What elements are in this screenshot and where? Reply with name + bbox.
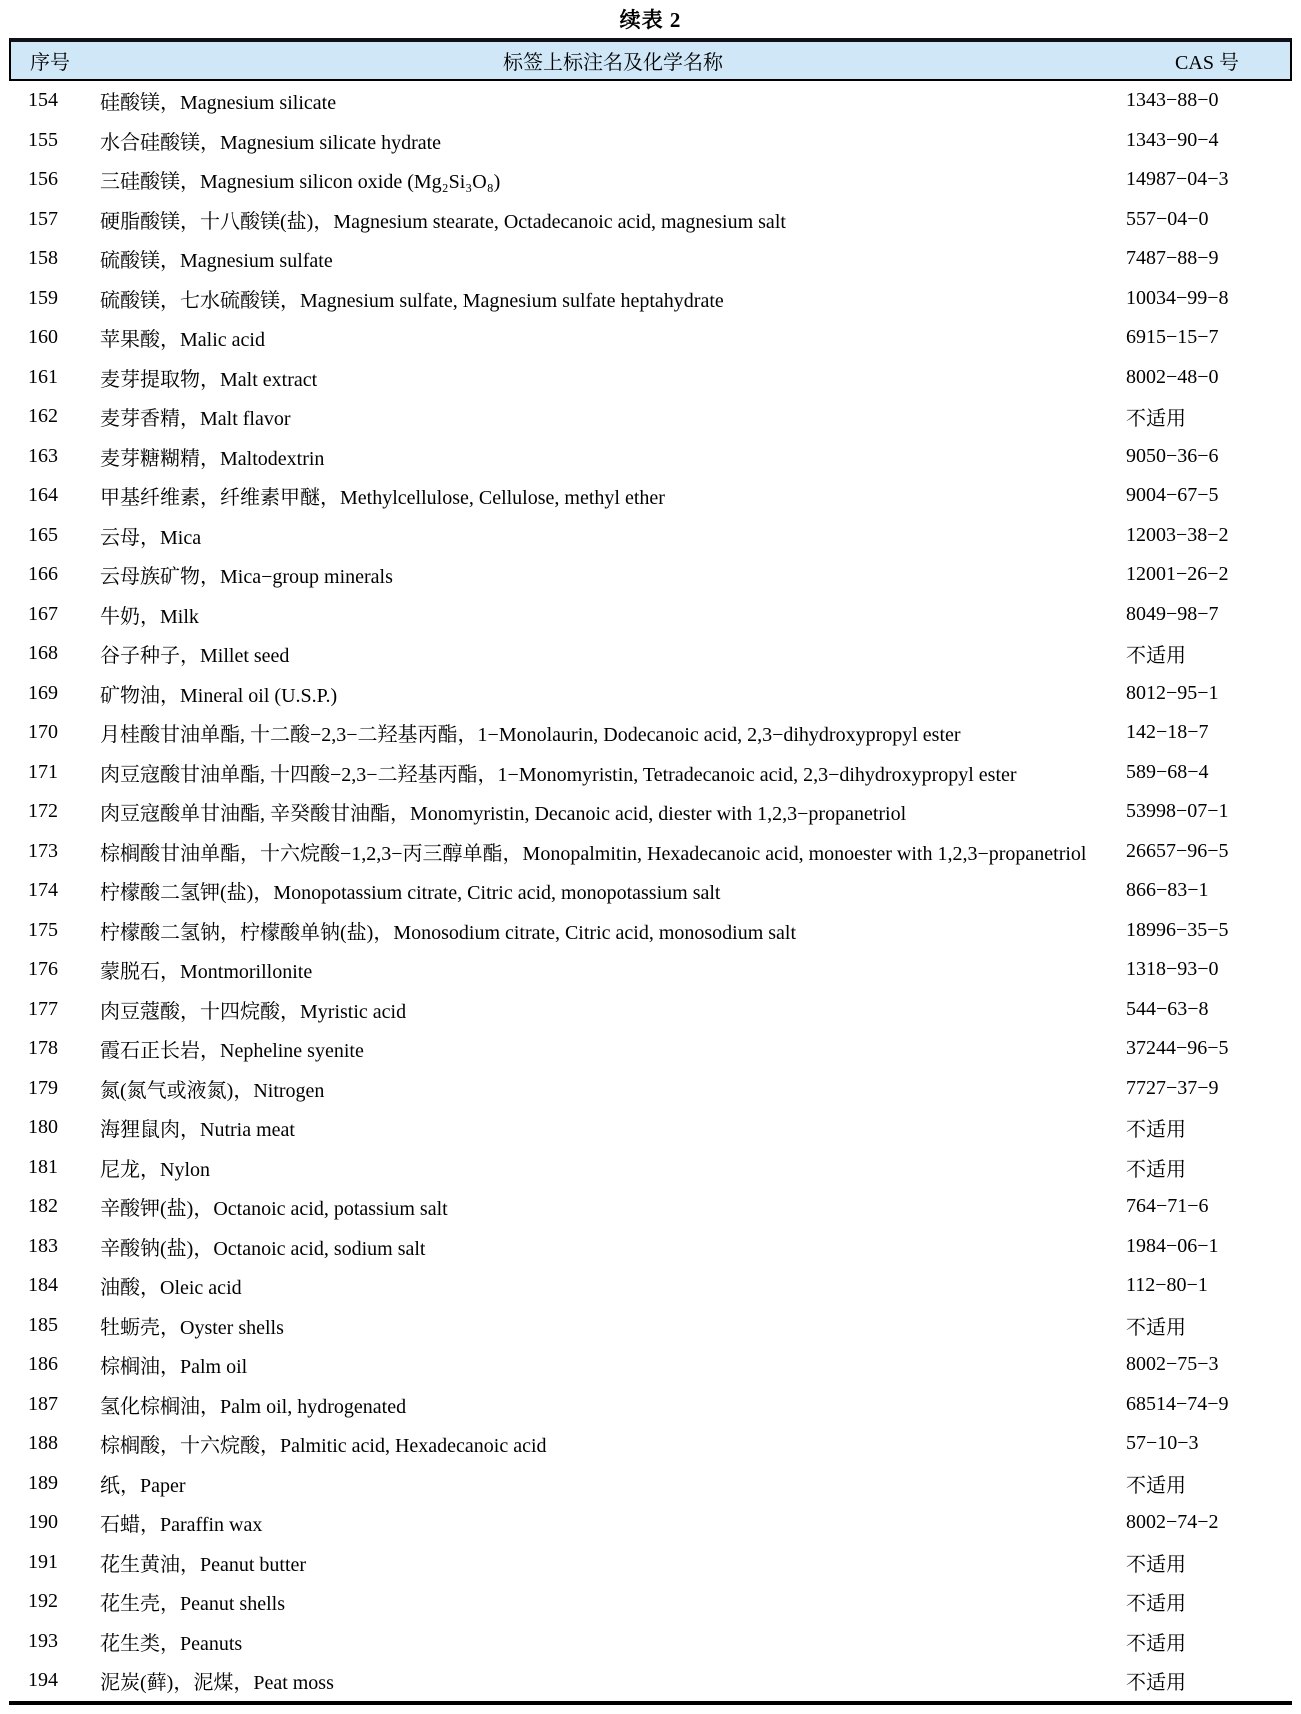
cell-cas-number: 12001−26−2 [1126, 563, 1229, 586]
cell-serial-number: 181 [28, 1155, 58, 1178]
cell-cas-number: 112−80−1 [1126, 1274, 1208, 1297]
cell-cas-number: 8002−48−0 [1126, 365, 1219, 388]
cell-substance-name: 硫酸镁，Magnesium sulfate [100, 250, 333, 273]
table-row [9, 674, 1292, 714]
cell-serial-number: 160 [28, 326, 58, 349]
cell-substance-name: 麦芽糖糊精，Maltodextrin [100, 447, 325, 470]
cell-serial-number: 177 [28, 997, 58, 1020]
table-row [9, 753, 1292, 793]
cell-substance-name: 花生类，Peanuts [100, 1632, 243, 1655]
cell-serial-number: 173 [28, 839, 58, 862]
cell-cas-number: 68514−74−9 [1126, 1392, 1229, 1415]
table-row [9, 476, 1292, 516]
table-row [9, 81, 1292, 121]
column-header-name: 标签上标注名及化学名称 [503, 52, 723, 74]
cell-cas-number: 9004−67−5 [1126, 484, 1219, 507]
cell-serial-number: 178 [28, 1037, 58, 1060]
table-row [9, 239, 1292, 279]
table-row [9, 1503, 1292, 1543]
cell-cas-number: 不适用 [1126, 1474, 1186, 1497]
table-row [9, 121, 1292, 161]
cell-substance-name: 云母族矿物，Mica−group minerals [100, 566, 393, 589]
cell-cas-number: 142−18−7 [1126, 721, 1209, 744]
table-row [9, 279, 1292, 319]
cell-cas-number: 不适用 [1126, 1672, 1186, 1695]
cell-substance-name: 谷子种子，Millet seed [100, 645, 290, 668]
cell-serial-number: 194 [28, 1669, 58, 1692]
table-row [9, 792, 1292, 832]
table-row [9, 318, 1292, 358]
cell-substance-name: 辛酸钠(盐)，Octanoic acid, sodium salt [100, 1237, 426, 1260]
cell-serial-number: 185 [28, 1313, 58, 1336]
cell-substance-name: 油酸，Oleic acid [100, 1277, 242, 1300]
cell-cas-number: 8002−74−2 [1126, 1511, 1219, 1534]
cell-substance-name: 氮(氮气或液氮)，Nitrogen [100, 1079, 325, 1102]
cell-cas-number: 10034−99−8 [1126, 286, 1229, 309]
table-row [9, 1543, 1292, 1583]
cell-serial-number: 176 [28, 958, 58, 981]
table-body [9, 81, 1292, 1705]
table-row [9, 871, 1292, 911]
cell-serial-number: 188 [28, 1432, 58, 1455]
cell-serial-number: 169 [28, 681, 58, 704]
cell-substance-name: 硅酸镁，Magnesium silicate [100, 92, 337, 115]
cell-substance-name: 柠檬酸二氢钠，柠檬酸单钠(盐)，Monosodium citrate, Citric acid, monosodium salt [100, 921, 797, 944]
cell-cas-number: 7487−88−9 [1126, 247, 1219, 270]
cell-substance-name: 花生黄油，Peanut butter [100, 1553, 307, 1576]
table-row [9, 595, 1292, 635]
cell-substance-name: 麦芽提取物，Malt extract [100, 368, 318, 391]
cell-substance-name: 牛奶，Milk [100, 605, 199, 628]
cell-serial-number: 175 [28, 918, 58, 941]
cell-cas-number: 764−71−6 [1126, 1195, 1209, 1218]
cell-substance-name: 麦芽香精，Malt flavor [100, 408, 291, 431]
cell-cas-number: 不适用 [1126, 1593, 1186, 1616]
table-row [9, 160, 1292, 200]
cell-substance-name: 海狸鼠肉，Nutria meat [100, 1119, 295, 1142]
table-header-row [9, 38, 1292, 81]
cell-cas-number: 53998−07−1 [1126, 800, 1229, 823]
cell-cas-number: 不适用 [1126, 1316, 1186, 1339]
table-row [9, 1661, 1292, 1701]
table-row [9, 1582, 1292, 1622]
column-header-cas: CAS 号 [1175, 52, 1239, 74]
table-title: 续表 2 [619, 8, 682, 32]
cell-substance-name: 石蜡，Paraffin wax [100, 1514, 263, 1537]
cell-cas-number: 1343−88−0 [1126, 89, 1219, 112]
table-row [9, 1187, 1292, 1227]
table-row [9, 437, 1292, 477]
table-row [9, 1266, 1292, 1306]
cell-substance-name: 肉豆寇酸单甘油酯, 辛癸酸甘油酯，Monomyristin, Decanoic acid, diester with 1,2,3−propanetriol [100, 803, 907, 826]
cell-substance-name: 棕榈油，Palm oil [100, 1356, 248, 1379]
cell-cas-number: 不适用 [1126, 1119, 1186, 1142]
cell-substance-name: 纸，Paper [100, 1474, 186, 1497]
cell-serial-number: 174 [28, 879, 58, 902]
cell-cas-number: 不适用 [1126, 1158, 1186, 1181]
cell-serial-number: 162 [28, 405, 58, 428]
table-row [9, 1306, 1292, 1346]
cell-cas-number: 544−63−8 [1126, 997, 1209, 1020]
cell-serial-number: 154 [28, 89, 58, 112]
cell-substance-name: 肉豆蔻酸，十四烷酸，Myristic acid [100, 1000, 407, 1023]
cell-cas-number: 不适用 [1126, 1553, 1186, 1576]
table-row [9, 1464, 1292, 1504]
cell-substance-name: 尼龙，Nylon [100, 1158, 210, 1181]
table-row [9, 1108, 1292, 1148]
cell-serial-number: 180 [28, 1116, 58, 1139]
cell-substance-name: 三硅酸镁，Magnesium silicon oxide (Mg₂Si₃O₈) [100, 171, 501, 194]
cell-serial-number: 156 [28, 168, 58, 191]
cell-substance-name: 辛酸钾(盐)，Octanoic acid, potassium salt [100, 1198, 448, 1221]
table-row [9, 1345, 1292, 1385]
cell-serial-number: 170 [28, 721, 58, 744]
column-header-serial: 序号 [30, 52, 70, 74]
cell-cas-number: 1984−06−1 [1126, 1234, 1219, 1257]
cell-serial-number: 187 [28, 1392, 58, 1415]
cell-cas-number: 8002−75−3 [1126, 1353, 1219, 1376]
cell-substance-name: 硫酸镁，七水硫酸镁，Magnesium sulfate, Magnesium sulfate heptahydrate [100, 289, 724, 312]
cell-serial-number: 158 [28, 247, 58, 270]
cell-serial-number: 159 [28, 286, 58, 309]
cell-cas-number: 12003−38−2 [1126, 523, 1229, 546]
cell-cas-number: 37244−96−5 [1126, 1037, 1229, 1060]
table-row [9, 1424, 1292, 1464]
cell-cas-number: 1318−93−0 [1126, 958, 1219, 981]
cell-cas-number: 866−83−1 [1126, 879, 1209, 902]
table-row [9, 555, 1292, 595]
cell-substance-name: 水合硅酸镁，Magnesium silicate hydrate [100, 131, 442, 154]
cell-cas-number: 589−68−4 [1126, 760, 1209, 783]
cell-cas-number: 不适用 [1126, 645, 1186, 668]
cell-substance-name: 云母，Mica [100, 526, 202, 549]
cell-substance-name: 月桂酸甘油单酯, 十二酸−2,3−二羟基丙酯，1−Monolaurin, Dodecanoic acid, 2,3−dihydroxypropyl ester [100, 724, 961, 747]
cell-serial-number: 193 [28, 1629, 58, 1652]
table-row [9, 358, 1292, 398]
table-row [9, 397, 1292, 437]
cell-serial-number: 189 [28, 1471, 58, 1494]
cell-cas-number: 14987−04−3 [1126, 168, 1229, 191]
table-row [9, 1622, 1292, 1662]
table-row [9, 832, 1292, 872]
cell-serial-number: 157 [28, 207, 58, 230]
cell-cas-number: 7727−37−9 [1126, 1076, 1219, 1099]
table-row [9, 950, 1292, 990]
cell-cas-number: 557−04−0 [1126, 207, 1209, 230]
cell-cas-number: 1343−90−4 [1126, 128, 1219, 151]
table-row [9, 516, 1292, 556]
cell-serial-number: 155 [28, 128, 58, 151]
table-row [9, 1385, 1292, 1425]
cell-serial-number: 163 [28, 444, 58, 467]
cell-substance-name: 矿物油，Mineral oil (U.S.P.) [100, 684, 338, 707]
cell-serial-number: 171 [28, 760, 58, 783]
cell-substance-name: 花生壳，Peanut shells [100, 1593, 285, 1616]
table-row [9, 1148, 1292, 1188]
cell-serial-number: 167 [28, 602, 58, 625]
substance-table [9, 38, 1292, 1705]
cell-substance-name: 肉豆寇酸甘油单酯, 十四酸−2,3−二羟基丙酯，1−Monomyristin, Tetradecanoic acid, 2,3−dihydroxypropyl ester [100, 763, 1017, 786]
table-row [9, 990, 1292, 1030]
table-row [9, 1029, 1292, 1069]
cell-serial-number: 190 [28, 1511, 58, 1534]
table-row [9, 911, 1292, 951]
cell-substance-name: 霞石正长岩，Nepheline syenite [100, 1040, 364, 1063]
table-row [9, 634, 1292, 674]
cell-cas-number: 18996−35−5 [1126, 918, 1229, 941]
cell-substance-name: 硬脂酸镁，十八酸镁(盐)，Magnesium stearate, Octadecanoic acid, magnesium salt [100, 210, 786, 233]
cell-substance-name: 泥炭(藓)，泥煤，Peat moss [100, 1672, 334, 1695]
cell-substance-name: 牡蛎壳，Oyster shells [100, 1316, 284, 1339]
table-row [9, 1227, 1292, 1267]
cell-serial-number: 186 [28, 1353, 58, 1376]
cell-substance-name: 苹果酸，Malic acid [100, 329, 265, 352]
cell-cas-number: 8012−95−1 [1126, 681, 1219, 704]
cell-cas-number: 26657−96−5 [1126, 839, 1229, 862]
cell-serial-number: 179 [28, 1076, 58, 1099]
cell-cas-number: 不适用 [1126, 408, 1186, 431]
cell-cas-number: 6915−15−7 [1126, 326, 1219, 349]
table-row [9, 1069, 1292, 1109]
cell-cas-number: 不适用 [1126, 1632, 1186, 1655]
cell-cas-number: 9050−36−6 [1126, 444, 1219, 467]
cell-serial-number: 161 [28, 365, 58, 388]
cell-serial-number: 168 [28, 642, 58, 665]
cell-cas-number: 57−10−3 [1126, 1432, 1199, 1455]
cell-serial-number: 192 [28, 1590, 58, 1613]
table-row [9, 713, 1292, 753]
cell-serial-number: 184 [28, 1274, 58, 1297]
cell-substance-name: 氢化棕榈油，Palm oil, hydrogenated [100, 1395, 407, 1418]
cell-serial-number: 165 [28, 523, 58, 546]
cell-serial-number: 191 [28, 1550, 58, 1573]
cell-substance-name: 棕榈酸甘油单酯，十六烷酸−1,2,3−丙三醇单酯，Monopalmitin, Hexadecanoic acid, monoester with 1,2,3−propanetriol [100, 842, 1087, 865]
cell-serial-number: 183 [28, 1234, 58, 1257]
cell-serial-number: 164 [28, 484, 58, 507]
cell-substance-name: 甲基纤维素，纤维素甲醚，Methylcellulose, Cellulose, methyl ether [100, 487, 665, 510]
cell-substance-name: 棕榈酸，十六烷酸，Palmitic acid, Hexadecanoic acid [100, 1435, 547, 1458]
table-row [9, 200, 1292, 240]
cell-serial-number: 172 [28, 800, 58, 823]
cell-substance-name: 柠檬酸二氢钾(盐)，Monopotassium citrate, Citric acid, monopotassium salt [100, 882, 721, 905]
cell-cas-number: 8049−98−7 [1126, 602, 1219, 625]
cell-substance-name: 蒙脱石，Montmorillonite [100, 961, 313, 984]
cell-serial-number: 182 [28, 1195, 58, 1218]
cell-serial-number: 166 [28, 563, 58, 586]
